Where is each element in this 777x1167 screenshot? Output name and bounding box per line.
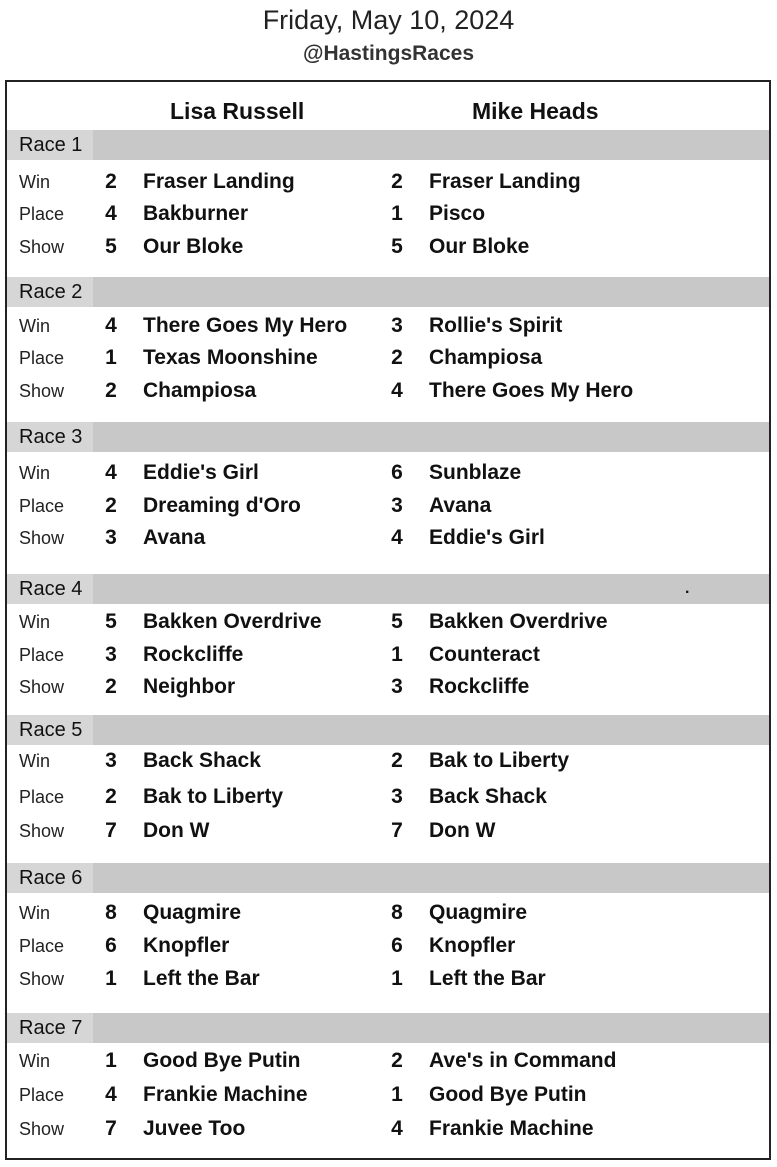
lisa-program-number: 8 bbox=[105, 901, 117, 924]
date-title: Friday, May 10, 2024 bbox=[262, 5, 515, 35]
lisa-horse-name: Eddie's Girl bbox=[143, 461, 259, 484]
race-block bbox=[7, 422, 769, 572]
mike-program-number: 3 bbox=[391, 785, 403, 808]
mike-horse-name: Back Shack bbox=[429, 785, 547, 808]
pick-row-show bbox=[7, 816, 769, 846]
mike-horse-name: Fraser Landing bbox=[429, 170, 581, 193]
lisa-horse-name: Texas Moonshine bbox=[143, 346, 318, 369]
picks-sheet bbox=[5, 80, 771, 1160]
race-header-bar bbox=[7, 130, 769, 160]
position-label: Win bbox=[19, 316, 50, 336]
mike-program-number: 8 bbox=[391, 901, 403, 924]
lisa-horse-name: Frankie Machine bbox=[143, 1083, 308, 1106]
lisa-horse-name: There Goes My Hero bbox=[143, 314, 348, 337]
mike-program-number: 7 bbox=[391, 819, 403, 842]
race-label: Race 3 bbox=[7, 422, 93, 452]
pick-row-win bbox=[7, 1046, 769, 1076]
lisa-horse-name: Back Shack bbox=[143, 749, 261, 772]
mike-horse-name: Our Bloke bbox=[429, 235, 530, 258]
pick-row-place bbox=[7, 931, 769, 961]
lisa-horse-name: Juvee Too bbox=[143, 1117, 246, 1140]
pick-row-place bbox=[7, 343, 769, 373]
mike-program-number: 1 bbox=[391, 202, 403, 225]
mike-horse-name: Pisco bbox=[429, 202, 486, 225]
lisa-program-number: 4 bbox=[105, 202, 117, 225]
lisa-horse-name: Left the Bar bbox=[143, 967, 260, 990]
pick-row-show bbox=[7, 1114, 769, 1144]
race-label: Race 1 bbox=[7, 130, 93, 160]
position-label: Show bbox=[19, 528, 65, 548]
pick-row-win bbox=[7, 607, 769, 637]
lisa-horse-name: Champiosa bbox=[143, 379, 257, 402]
mike-program-number: 6 bbox=[391, 934, 403, 957]
lisa-program-number: 2 bbox=[105, 785, 117, 808]
position-label: Show bbox=[19, 969, 65, 989]
lisa-program-number: 2 bbox=[105, 170, 117, 193]
pick-row-place bbox=[7, 1080, 769, 1110]
mike-program-number: 5 bbox=[391, 235, 403, 258]
mike-horse-name: Frankie Machine bbox=[429, 1117, 594, 1140]
mike-horse-name: Good Bye Putin bbox=[429, 1083, 587, 1106]
race-header-bar bbox=[7, 863, 769, 893]
race-label: Race 4 bbox=[7, 574, 93, 604]
mike-program-number: 2 bbox=[391, 749, 403, 772]
lisa-program-number: 3 bbox=[105, 643, 117, 666]
lisa-program-number: 2 bbox=[105, 675, 117, 698]
race-header-bar bbox=[7, 574, 769, 604]
lisa-horse-name: Avana bbox=[143, 526, 206, 549]
lisa-horse-name: Don W bbox=[143, 819, 210, 842]
mike-program-number: 5 bbox=[391, 610, 403, 633]
race-label: Race 5 bbox=[7, 715, 93, 745]
lisa-program-number: 5 bbox=[105, 610, 117, 633]
pick-row-show bbox=[7, 672, 769, 702]
position-label: Show bbox=[19, 381, 65, 401]
position-label: Show bbox=[19, 677, 65, 697]
pick-row-win bbox=[7, 311, 769, 341]
lisa-program-number: 2 bbox=[105, 379, 117, 402]
race-block bbox=[7, 715, 769, 865]
position-label: Place bbox=[19, 204, 65, 224]
mike-program-number: 1 bbox=[391, 967, 403, 990]
position-label: Win bbox=[19, 172, 50, 192]
lisa-horse-name: Bakken Overdrive bbox=[143, 610, 322, 633]
mike-program-number: 1 bbox=[391, 643, 403, 666]
race-header-bar bbox=[7, 1013, 769, 1043]
twitter-handle: @HastingsRaces bbox=[302, 42, 475, 65]
pick-row-place bbox=[7, 199, 769, 229]
mike-horse-name: Knopfler bbox=[429, 934, 516, 957]
lisa-program-number: 6 bbox=[105, 934, 117, 957]
position-label: Place bbox=[19, 787, 65, 807]
race-label: Race 6 bbox=[7, 863, 93, 893]
pick-row-show bbox=[7, 523, 769, 553]
pick-row-win bbox=[7, 458, 769, 488]
mike-program-number: 2 bbox=[391, 346, 403, 369]
lisa-program-number: 3 bbox=[105, 526, 117, 549]
position-label: Win bbox=[19, 463, 50, 483]
race-block bbox=[7, 1013, 769, 1163]
lisa-horse-name: Bakburner bbox=[143, 202, 249, 225]
position-label: Place bbox=[19, 645, 65, 665]
position-label: Show bbox=[19, 1119, 65, 1139]
lisa-horse-name: Fraser Landing bbox=[143, 170, 295, 193]
lisa-program-number: 1 bbox=[105, 346, 117, 369]
lisa-program-number: 4 bbox=[105, 461, 117, 484]
mike-horse-name: Sunblaze bbox=[429, 461, 522, 484]
lisa-horse-name: Our Bloke bbox=[143, 235, 244, 258]
position-label: Win bbox=[19, 751, 50, 771]
position-label: Place bbox=[19, 936, 65, 956]
lisa-program-number: 1 bbox=[105, 967, 117, 990]
pick-row-win bbox=[7, 746, 769, 776]
lisa-horse-name: Good Bye Putin bbox=[143, 1049, 301, 1072]
mike-program-number: 4 bbox=[391, 1117, 403, 1140]
pick-row-win bbox=[7, 898, 769, 928]
position-label: Win bbox=[19, 1051, 50, 1071]
lisa-horse-name: Dreaming d'Oro bbox=[143, 494, 301, 517]
lisa-horse-name: Knopfler bbox=[143, 934, 230, 957]
mike-horse-name: There Goes My Hero bbox=[429, 379, 634, 402]
pick-row-place bbox=[7, 782, 769, 812]
pick-row-place bbox=[7, 491, 769, 521]
mike-program-number: 2 bbox=[391, 170, 403, 193]
race-header-bar bbox=[7, 277, 769, 307]
lisa-program-number: 7 bbox=[105, 819, 117, 842]
mike-program-number: 3 bbox=[391, 675, 403, 698]
lisa-horse-name: Rockcliffe bbox=[143, 643, 244, 666]
column-header-mike-heads: Mike Heads bbox=[472, 98, 599, 124]
position-label: Place bbox=[19, 348, 65, 368]
mike-horse-name: Rockcliffe bbox=[429, 675, 530, 698]
race-block bbox=[7, 863, 769, 1013]
position-label: Win bbox=[19, 903, 50, 923]
position-label: Show bbox=[19, 237, 65, 257]
mike-horse-name: Counteract bbox=[429, 643, 540, 666]
pick-row-win bbox=[7, 167, 769, 197]
mike-horse-name: Avana bbox=[429, 494, 492, 517]
pick-row-show bbox=[7, 232, 769, 262]
mike-program-number: 1 bbox=[391, 1083, 403, 1106]
pick-row-show bbox=[7, 964, 769, 994]
position-label: Place bbox=[19, 1085, 65, 1105]
lisa-program-number: 4 bbox=[105, 1083, 117, 1106]
mike-horse-name: Bak to Liberty bbox=[429, 749, 570, 772]
race-label: Race 2 bbox=[7, 277, 93, 307]
race-block bbox=[7, 130, 769, 280]
race-label: Race 7 bbox=[7, 1013, 93, 1043]
mike-program-number: 3 bbox=[391, 494, 403, 517]
race-block bbox=[7, 277, 769, 427]
lisa-horse-name: Neighbor bbox=[143, 675, 236, 698]
mike-program-number: 4 bbox=[391, 379, 403, 402]
lisa-horse-name: Quagmire bbox=[143, 901, 242, 924]
mike-program-number: 2 bbox=[391, 1049, 403, 1072]
mike-horse-name: Ave's in Command bbox=[429, 1049, 617, 1072]
mike-horse-name: Bakken Overdrive bbox=[429, 610, 608, 633]
lisa-program-number: 7 bbox=[105, 1117, 117, 1140]
pick-row-place bbox=[7, 640, 769, 670]
mike-program-number: 6 bbox=[391, 461, 403, 484]
mike-horse-name: Champiosa bbox=[429, 346, 543, 369]
mike-horse-name: Don W bbox=[429, 819, 496, 842]
race-header-bar bbox=[7, 422, 769, 452]
lisa-horse-name: Bak to Liberty bbox=[143, 785, 284, 808]
position-label: Win bbox=[19, 612, 50, 632]
mike-horse-name: Left the Bar bbox=[429, 967, 546, 990]
mike-program-number: 3 bbox=[391, 314, 403, 337]
mike-horse-name: Rollie's Spirit bbox=[429, 314, 563, 337]
mike-program-number: 4 bbox=[391, 526, 403, 549]
lisa-program-number: 1 bbox=[105, 1049, 117, 1072]
lisa-program-number: 4 bbox=[105, 314, 117, 337]
race-block bbox=[7, 574, 769, 724]
lisa-program-number: 3 bbox=[105, 749, 117, 772]
mike-horse-name: Quagmire bbox=[429, 901, 528, 924]
lisa-program-number: 2 bbox=[105, 494, 117, 517]
column-header-lisa-russell: Lisa Russell bbox=[170, 98, 305, 124]
mike-horse-name: Eddie's Girl bbox=[429, 526, 545, 549]
position-label: Show bbox=[19, 821, 65, 841]
race-header-bar bbox=[7, 715, 769, 745]
lisa-program-number: 5 bbox=[105, 235, 117, 258]
position-label: Place bbox=[19, 496, 65, 516]
stray-mark: . bbox=[685, 580, 690, 597]
pick-row-show bbox=[7, 376, 769, 406]
